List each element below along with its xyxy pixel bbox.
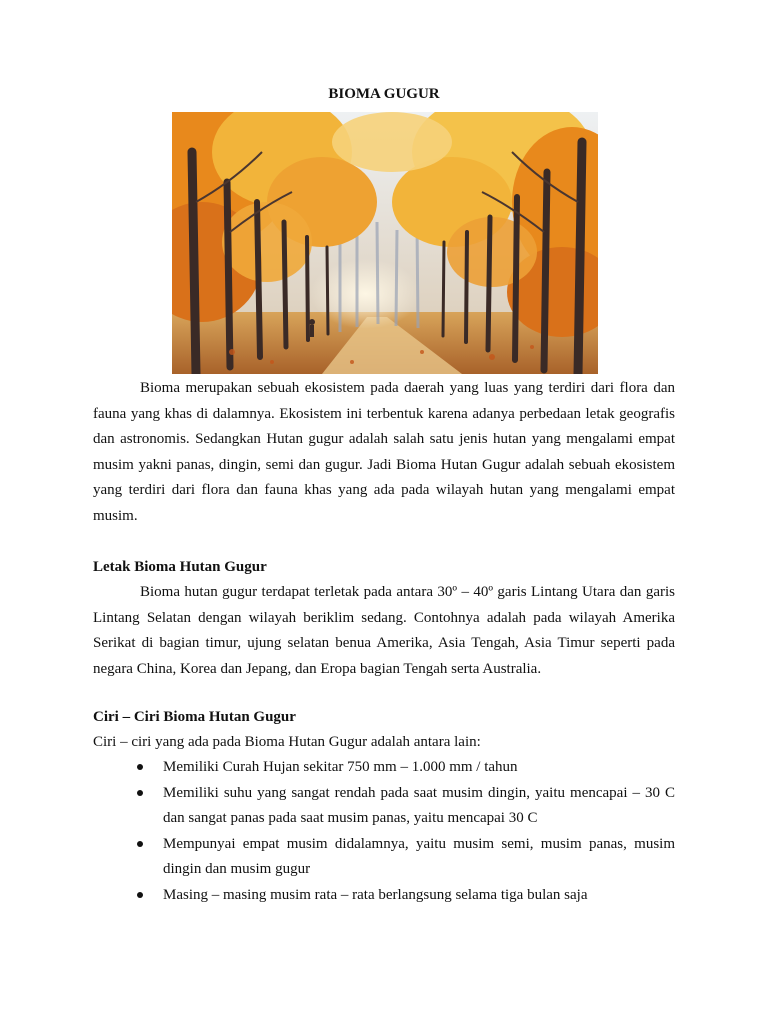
list-item-text: Memiliki Curah Hujan sekitar 750 mm – 1.000 mm / tahun xyxy=(163,759,518,775)
list-item xyxy=(93,883,675,909)
list-item xyxy=(93,755,675,781)
bullet-icon xyxy=(137,841,143,847)
heading-letak: Letak Bioma Hutan Gugur xyxy=(93,559,267,575)
ciri-intro-text: Ciri – ciri yang ada pada Bioma Hutan Gugur adalah antara lain: xyxy=(93,734,481,750)
ciri-bullet-list xyxy=(93,755,675,908)
paragraph-letak: Bioma hutan gugur terdapat terletak pada antara 30º – 40º garis Lintang Utara dan garis Lintang Selatan dengan wilayah beriklim sedang. Contohnya adalah pada wilayah Amerika Serikat di bagian timur, ujung selatan benua Amerika, Asia Tengah, Asia Timur seperti pada negara China, Korea dan Jepang, dan Eropa bagian Tengah serta Australia. xyxy=(93,584,675,677)
autumn-forest-image xyxy=(172,112,598,374)
document-title: BIOMA GUGUR xyxy=(328,86,440,102)
paragraph-intro: Bioma merupakan sebuah ekosistem pada daerah yang luas yang terdiri dari flora dan fauna yang khas di dalamnya. Ekosistem ini terbentuk karena adanya perbedaan letak geografis dan astronomis. Sedangkan Hutan gugur adalah salah satu jenis hutan yang mengalami empat musim yakni panas, dingin, semi dan gugur. Jadi Bioma Hutan Gugur adalah sebuah ekosistem yang terdiri dari flora dan fauna khas yang ada pada wilayah hutan yang mengalami empat musim. xyxy=(93,380,675,524)
list-item-text: Masing – masing musim rata – rata berlangsung selama tiga bulan saja xyxy=(163,886,588,903)
list-item-text: Memiliki suhu yang sangat rendah pada saat musim dingin, yaitu mencapai – 30 C dan sangat panas pada saat musim panas, yaitu mencapai 30 C xyxy=(163,784,675,826)
bullet-icon xyxy=(137,764,143,770)
heading-ciri: Ciri – Ciri Bioma Hutan Gugur xyxy=(93,709,296,725)
bullet-icon xyxy=(137,790,143,796)
list-item-text: Mempunyai empat musim didalamnya, yaitu musim semi, musim panas, musim dingin dan musim gugur xyxy=(163,835,675,877)
bullet-icon xyxy=(137,892,143,898)
list-item xyxy=(93,832,675,883)
autumn-forest-illustration xyxy=(172,112,598,374)
list-item xyxy=(93,781,675,832)
